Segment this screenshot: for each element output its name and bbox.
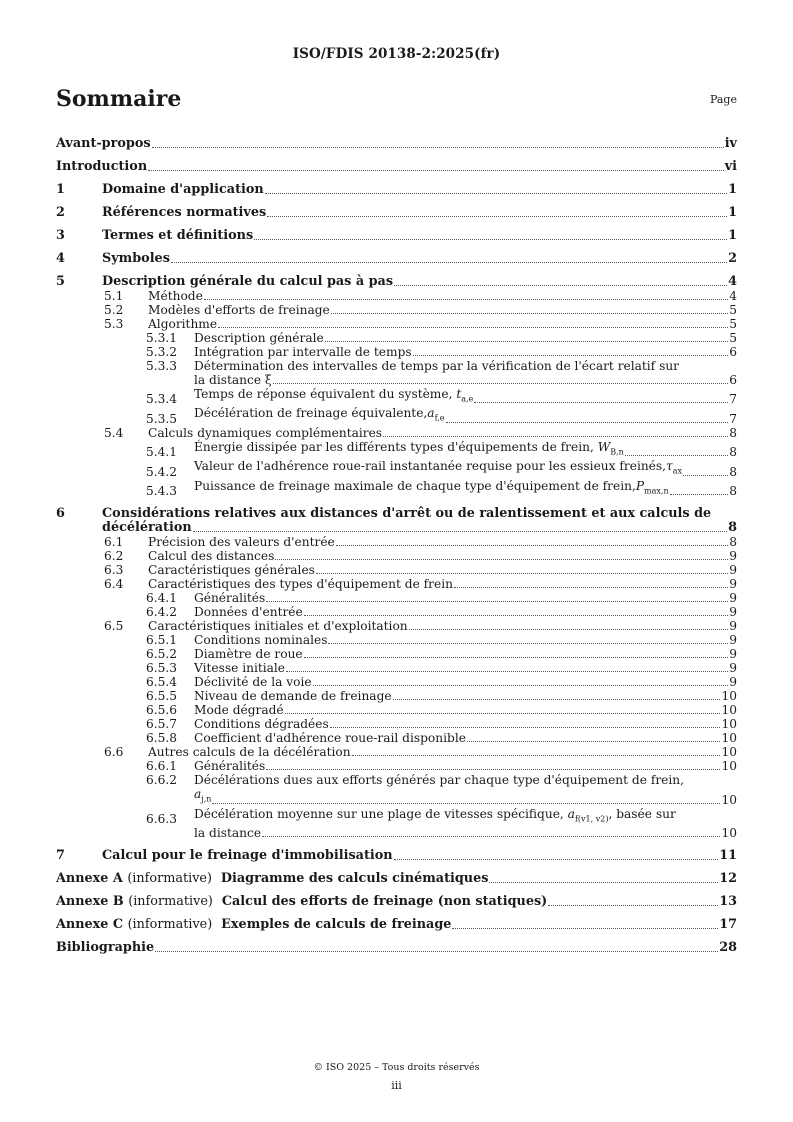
toc-entry[interactable]: [56, 345, 737, 359]
toc-entry-number: 6.5.7: [146, 717, 178, 732]
toc-entry-page: 9: [729, 619, 737, 634]
dot-leader: [467, 741, 721, 742]
annex-label: Annexe B: [56, 894, 124, 910]
toc-entry-page: 10: [721, 759, 737, 774]
toc-entry-page: 10: [721, 703, 737, 718]
toc-entry-title: Symboles: [102, 251, 170, 266]
toc-entry-page: 10: [721, 792, 737, 807]
toc-entry-page: 4: [728, 274, 737, 289]
toc-entry[interactable]: [56, 703, 737, 717]
toc-entry[interactable]: [56, 895, 737, 909]
toc-entry[interactable]: [56, 619, 737, 633]
toc-entry-title: Valeur de l'adhérence roue-rail instantanée requise pour les essieux freinés,: [194, 459, 667, 474]
toc-entry[interactable]: [56, 807, 737, 840]
toc-entry-title-group: [102, 183, 264, 197]
toc-entry-page: 17: [719, 917, 737, 933]
toc-entry[interactable]: [56, 206, 737, 220]
toc-entry-title: Introduction: [56, 159, 148, 174]
toc-entry-title-group: [194, 605, 303, 619]
dot-leader: [394, 285, 727, 286]
dot-leader: [331, 313, 728, 314]
toc-entry-title: Modèles d'efforts de freinage: [148, 303, 330, 317]
toc-entry-number: 6: [56, 506, 65, 522]
toc-entry[interactable]: [56, 331, 737, 345]
dot-leader: [670, 494, 729, 495]
math-symbol: a: [194, 787, 202, 802]
toc-entry-page: 12: [719, 871, 737, 887]
toc-entry-page: 10: [721, 689, 737, 704]
toc-entry-number: 6.5.4: [146, 675, 178, 690]
toc-entry-title-group: [194, 331, 324, 345]
toc-entry[interactable]: [56, 773, 737, 806]
toc-entry-title-cont: la distance: [194, 826, 262, 841]
toc-entry-title: Diamètre de roue: [194, 647, 303, 662]
toc-entry[interactable]: [56, 359, 737, 387]
toc-entry-title: Calcul des efforts de freinage (non statiques): [221, 894, 548, 910]
toc-entry-number: 6.5.6: [146, 703, 178, 718]
dot-leader: [285, 713, 721, 714]
document-header: ISO/FDIS 20138-2:2025(fr): [292, 46, 501, 62]
toc-entry-title-group: [194, 717, 329, 731]
dot-leader: [267, 216, 727, 217]
toc-entry[interactable]: [56, 661, 737, 675]
toc-entry-title-group: [194, 387, 473, 406]
toc-entry-title-group: [194, 759, 265, 773]
toc-entry-title: Description générale: [194, 331, 324, 345]
toc-entry-title-line2: [194, 787, 211, 806]
toc-entry-title: Temps de réponse équivalent du système,: [194, 387, 457, 401]
toc-entry-page: 9: [729, 647, 737, 662]
toc-entry-number: 6.1: [104, 535, 124, 550]
toc-entry-title-line2: [194, 826, 261, 840]
dot-leader: [171, 262, 727, 263]
dot-leader: [446, 422, 729, 423]
toc-entry-title: Calcul pour le freinage d'immobilisation: [102, 848, 393, 864]
toc-entry-page: 6: [729, 373, 737, 387]
toc-entry-number: 5.3.1: [146, 331, 178, 345]
toc-entry-page: iv: [724, 136, 737, 151]
toc-entry-page: 5: [729, 317, 737, 331]
toc-entry-title-group: [148, 535, 335, 549]
toc-entry-number: 5.2: [104, 303, 124, 317]
math-subscript: ax: [672, 466, 683, 476]
toc-entry[interactable]: [56, 689, 737, 703]
dot-leader: [204, 299, 728, 300]
toc-entry-number: 5.3.3: [146, 359, 178, 373]
toc-entry-title: Vitesse initiale: [194, 661, 286, 676]
toc-entry-title-group: [102, 252, 170, 266]
toc-entry-title-group: [148, 745, 351, 759]
toc-entry-number: 3: [56, 228, 65, 243]
toc-entry-number: 4: [56, 251, 65, 266]
toc-entry-title: Puissance de freinage maximale de chaque type d'équipement de frein,: [194, 478, 636, 493]
toc-entry[interactable]: [56, 717, 737, 731]
toc-entry[interactable]: [56, 675, 737, 689]
toc-entry-page: 1: [728, 182, 737, 197]
dot-leader: [286, 671, 728, 672]
dot-leader: [328, 643, 728, 644]
toc-entry[interactable]: [56, 591, 737, 605]
toc-entry[interactable]: [56, 535, 737, 549]
toc-entry-title: Décélérations dues aux efforts générés par chaque type d'équipement de frein,: [194, 773, 684, 788]
toc-entry-page: 8: [729, 425, 737, 440]
toc-entry-title-group: [194, 647, 303, 661]
dot-leader: [304, 615, 729, 616]
toc-entry-title: Diagramme des calculs cinématiques: [220, 871, 489, 887]
toc-entry-title-cont: décélération: [102, 520, 192, 536]
toc-entry-page: 10: [721, 731, 737, 746]
toc-entry-number: 6.4.1: [146, 591, 178, 606]
toc-entry-page: 8: [728, 520, 737, 536]
dot-leader: [454, 587, 728, 588]
toc-entry-title-group: [194, 807, 676, 826]
math-symbol: t: [456, 387, 462, 401]
toc-entry-title: Caractéristiques générales: [148, 563, 315, 578]
toc-entry-title: Références normatives: [102, 205, 267, 220]
toc-entry-title: Bibliographie: [56, 940, 155, 956]
toc-entry[interactable]: [56, 872, 737, 886]
toc-entry-page: 9: [729, 661, 737, 676]
toc-entry-title: Caractéristiques des types d'équipement de frein: [148, 577, 453, 592]
toc-entry-title-group: [148, 619, 408, 633]
toc-entry-title-group: [194, 675, 312, 689]
toc-entry-number: 1: [56, 182, 65, 197]
toc-entry-title-group: [102, 507, 711, 521]
dot-leader: [265, 193, 727, 194]
toc-entry-number: 5.3.5: [146, 411, 178, 426]
toc-entry[interactable]: [56, 577, 737, 591]
toc-entry-page: 13: [719, 894, 737, 910]
toc-entry[interactable]: [56, 252, 737, 266]
toc-entry[interactable]: [56, 387, 737, 406]
dot-leader: [352, 755, 721, 756]
math-symbol: W: [597, 439, 611, 454]
toc-entry-page: 9: [729, 633, 737, 648]
dot-leader: [152, 147, 724, 148]
dot-leader: [313, 685, 729, 686]
toc-entry-title-group: [194, 731, 466, 745]
toc-entry[interactable]: [56, 745, 737, 759]
annex-kind: (informative): [128, 894, 213, 910]
dot-leader: [489, 882, 718, 883]
toc-entry-number: 6.5.1: [146, 633, 178, 648]
toc-entry-title-cont: la distance ξ: [194, 373, 272, 387]
toc-entry-title-group: [148, 317, 217, 331]
toc-entry[interactable]: [56, 605, 737, 619]
footer-page-number: iii: [391, 1079, 402, 1092]
toc-entry-number: 6.5.5: [146, 689, 178, 704]
toc-entry-title: Calcul des distances: [148, 549, 275, 564]
math-symbol: a: [427, 406, 435, 421]
annex-label: Annexe C: [56, 917, 124, 933]
toc-entry[interactable]: [56, 479, 737, 498]
toc-entry-number: 6.4: [104, 577, 124, 592]
toc-entry-title-group: [148, 303, 330, 317]
toc-entry-title: Coefficient d'adhérence roue-rail disponible: [194, 731, 466, 746]
math-subscript: a,e: [461, 394, 474, 404]
toc-entry-number: 7: [56, 848, 65, 864]
toc-entry-title-group: [194, 689, 392, 703]
toc-entry-title: Conditions dégradées: [194, 717, 329, 732]
toc-entry-title-group: [194, 773, 684, 787]
toc-entry-title: Déclivité de la voie: [194, 675, 312, 690]
dot-leader: [262, 836, 720, 837]
dot-leader: [383, 436, 728, 437]
toc-entry-title: Niveau de demande de freinage: [194, 689, 392, 704]
footer-copyright: © ISO 2025 – Tous droits réservés: [313, 1062, 480, 1073]
toc-entry-number: 6.5.2: [146, 647, 178, 662]
toc-entry[interactable]: [56, 647, 737, 661]
toc-entry-title-group: [194, 703, 284, 717]
toc-entry-page: 6: [729, 345, 737, 359]
toc-entry-number: 6.6.3: [146, 812, 178, 827]
toc-entry-number: 5.1: [104, 289, 124, 303]
toc-entry[interactable]: [56, 229, 737, 243]
toc-entry[interactable]: [56, 137, 737, 151]
toc-entry-title: Conditions nominales: [194, 633, 328, 648]
toc-entry-title: Calculs dynamiques complémentaires: [148, 425, 383, 440]
toc-entry-page: 10: [721, 826, 737, 841]
toc-entry-page: 8: [729, 445, 737, 460]
toc-entry-page: 7: [729, 392, 737, 407]
toc-entry-title: Précision des valeurs d'entrée: [148, 535, 335, 550]
toc-entry-page: 1: [728, 205, 737, 220]
toc-entry-title: Algorithme: [148, 317, 218, 331]
toc-entry-title: Exemples de calculs de freinage: [221, 917, 452, 933]
dot-leader: [474, 402, 728, 403]
toc-entry-number: 6.6: [104, 745, 124, 760]
dot-leader: [266, 601, 728, 602]
toc-entry-number: 5: [56, 274, 65, 289]
toc-entry-page: 9: [729, 591, 737, 606]
toc-entry-page: 7: [729, 411, 737, 426]
toc-entry-number: 2: [56, 205, 65, 220]
toc-entry-title: Domaine d'application: [102, 182, 264, 197]
toc-entry-title-group: [148, 426, 382, 440]
toc-entry-title-group: [56, 895, 547, 909]
toc-entry-number: 6.5.8: [146, 731, 178, 746]
dot-leader: [452, 928, 718, 929]
toc-entry-number: 5.4.2: [146, 464, 178, 479]
toc-entry-page: 9: [729, 563, 737, 578]
dot-leader: [304, 657, 729, 658]
toc-entry[interactable]: [56, 160, 737, 174]
toc-entry-title-group: [102, 206, 266, 220]
toc-entry-number: 6.6.1: [146, 759, 178, 774]
toc-entry-page: 9: [729, 605, 737, 620]
toc-entry[interactable]: [56, 731, 737, 745]
toc-entry-page: 8: [729, 464, 737, 479]
toc-entry-title-group: [194, 440, 624, 459]
toc-entry-page: 11: [719, 848, 737, 864]
toc-entry-title-group: [194, 591, 265, 605]
toc-entry-title-group: [56, 160, 147, 174]
toc-entry-number: 5.3.2: [146, 345, 178, 359]
dot-leader: [266, 769, 720, 770]
toc-entry[interactable]: [56, 317, 737, 331]
dot-leader: [218, 327, 728, 328]
toc-entry-page: 4: [729, 289, 737, 303]
toc-entry-title-line2: [102, 521, 192, 535]
toc-entry-number: 6.2: [104, 549, 124, 564]
toc-entry-title: Termes et définitions: [102, 228, 254, 243]
dot-leader: [148, 170, 724, 171]
toc-entry-title-group: [194, 345, 412, 359]
dot-leader: [683, 475, 728, 476]
math-symbol: P: [635, 478, 645, 493]
toc-entry-title-group: [194, 406, 445, 425]
toc-entry-page: 9: [729, 675, 737, 690]
dot-leader: [275, 559, 728, 560]
toc-entry-number: 6.5: [104, 619, 124, 634]
toc-entry-title: Décélération de freinage équivalente,: [194, 406, 428, 421]
toc-entry-title-group: [194, 661, 285, 675]
toc-entry-title: Caractéristiques initiales et d'exploitation: [148, 619, 408, 634]
toc-entry-page: 1: [728, 228, 737, 243]
toc-entry-title-group: [194, 633, 327, 647]
toc-entry[interactable]: [56, 289, 737, 303]
page-column-label: Page: [709, 93, 737, 106]
toc-entry[interactable]: [56, 406, 737, 425]
dot-leader: [316, 573, 728, 574]
toc-entry-title: Détermination des intervalles de temps par la vérification de l'écart relatif sur: [194, 359, 680, 373]
toc-entry-title: Énergie dissipée par les différents types d'équipements de frein,: [194, 439, 598, 454]
table-of-contents: [56, 128, 737, 955]
toc-entry-page: 9: [729, 577, 737, 592]
dot-leader: [409, 629, 729, 630]
dot-leader: [625, 455, 728, 456]
toc-entry-title-group: [148, 289, 203, 303]
toc-entry-title-group: [102, 229, 253, 243]
toc-entry-title: Données d'entrée: [194, 605, 303, 620]
toc-entry[interactable]: [56, 507, 737, 535]
toc-entry-page: 9: [729, 549, 737, 564]
toc-entry-title-group: [102, 849, 393, 863]
toc-entry-title-group: [102, 275, 393, 289]
toc-entry[interactable]: [56, 918, 737, 932]
toc-entry-title-group: [56, 872, 488, 886]
math-symbol: τ: [666, 459, 673, 474]
toc-entry-number: 5.3.4: [146, 392, 178, 407]
toc-entry-title-line2: [194, 373, 272, 387]
toc-entry-title-group: [56, 941, 154, 955]
toc-entry-title: Autres calculs de la décélération: [148, 745, 351, 760]
toc-entry-number: 5.4: [104, 425, 124, 440]
dot-leader: [212, 803, 720, 804]
dot-leader: [394, 859, 719, 860]
toc-entry[interactable]: [56, 459, 737, 478]
math-subscript: max,n: [644, 486, 669, 496]
toc-entry-title: Avant-propos: [56, 136, 151, 151]
toc-entry[interactable]: [56, 549, 737, 563]
toc-entry-title-group: [148, 577, 453, 591]
toc-entry-page: 8: [729, 535, 737, 550]
math-subscript: B,n: [610, 447, 624, 457]
dot-leader: [330, 727, 721, 728]
toc-entry[interactable]: [56, 849, 737, 863]
toc-entry-page: 5: [729, 303, 737, 317]
toc-entry[interactable]: [56, 426, 737, 440]
dot-leader: [254, 239, 727, 240]
toc-entry-title-group: [194, 459, 682, 478]
annex-kind: (informative): [127, 871, 212, 887]
toc-entry-number: 6.3: [104, 563, 124, 578]
toc-entry-title: Considérations relatives aux distances d'arrêt ou de ralentissement et aux calculs de: [102, 506, 712, 522]
toc-entry-number: 5.4.1: [146, 445, 178, 460]
dot-leader: [193, 531, 727, 532]
toc-entry-number: 6.5.3: [146, 661, 178, 676]
toc-entry-page: 28: [719, 940, 737, 956]
toc-title: Sommaire: [56, 86, 182, 112]
toc-entry[interactable]: [56, 183, 737, 197]
toc-entry[interactable]: [56, 303, 737, 317]
toc-entry-title-group: [56, 918, 451, 932]
toc-entry-title-group: [194, 479, 669, 498]
toc-entry-title: Intégration par intervalle de temps: [194, 345, 412, 359]
dot-leader: [325, 341, 729, 342]
toc-entry-page: 2: [728, 251, 737, 266]
dot-leader: [336, 545, 728, 546]
toc-entry-title: Décélération moyenne sur une plage de vitesses spécifique,: [194, 806, 568, 821]
toc-entry[interactable]: [56, 759, 737, 773]
toc-entry-page: 10: [721, 745, 737, 760]
annex-kind: (informative): [127, 917, 213, 933]
toc-entry-number: 6.6.2: [146, 773, 178, 788]
toc-entry-page: 10: [721, 717, 737, 732]
toc-entry-number: 5.3: [104, 317, 124, 331]
dot-leader: [273, 383, 729, 384]
toc-entry-title-group: [194, 359, 679, 373]
math-subscript: f(v1, v2): [574, 814, 609, 824]
math-subscript: f,e: [434, 413, 445, 423]
dot-leader: [413, 355, 729, 356]
toc-entry-title-group: [56, 137, 151, 151]
toc-entry-number: 6.4.2: [146, 605, 178, 620]
toc-entry-page: vi: [724, 159, 737, 174]
dot-leader: [393, 699, 721, 700]
toc-entry-number: 5.4.3: [146, 484, 178, 499]
toc-entry-title: Description générale du calcul pas à pas: [102, 274, 394, 289]
toc-entry-title: Généralités: [194, 591, 266, 606]
math-symbol: a: [567, 806, 575, 821]
toc-entry[interactable]: [56, 941, 737, 955]
toc-entry-title-cont: , basée sur: [608, 806, 676, 821]
toc-entry-title: Méthode: [148, 289, 203, 303]
toc-entry-title-group: [148, 549, 274, 563]
toc-entry-title: Généralités: [194, 759, 266, 774]
toc-entry[interactable]: [56, 440, 737, 459]
toc-entry-page: 5: [729, 331, 737, 345]
toc-entry[interactable]: [56, 633, 737, 647]
toc-entry[interactable]: [56, 275, 737, 289]
annex-label: Annexe A: [56, 871, 123, 887]
toc-entry[interactable]: [56, 563, 737, 577]
dot-leader: [155, 951, 718, 952]
toc-entry-page: 8: [729, 484, 737, 499]
toc-entry-title: Mode dégradé: [194, 703, 284, 718]
math-subscript: j,n: [201, 794, 212, 804]
dot-leader: [548, 905, 718, 906]
toc-entry-title-group: [148, 563, 315, 577]
